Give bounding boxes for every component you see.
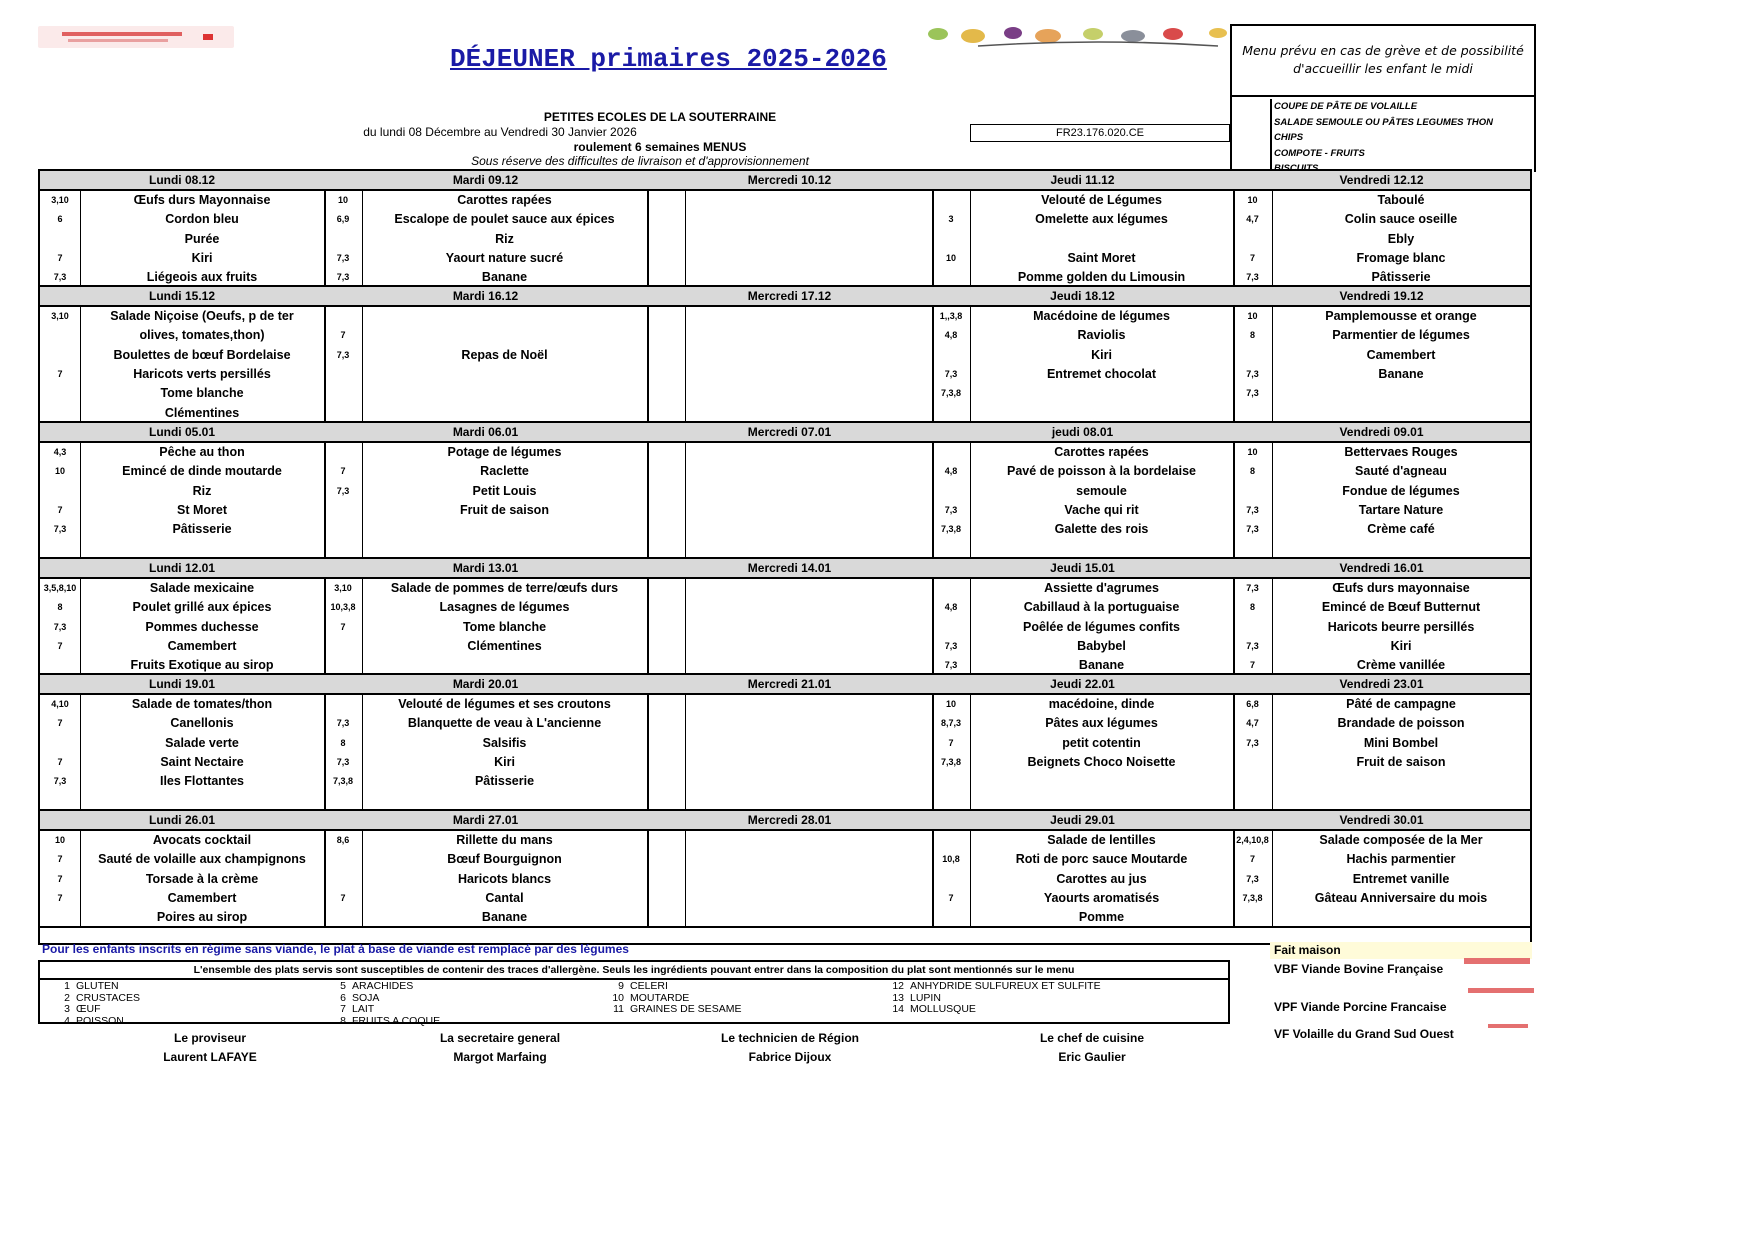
dish: Avocats cocktail: [152, 833, 252, 847]
dish: Poulet grillé aux épices: [132, 600, 272, 615]
allergen-codes: 10: [54, 466, 65, 477]
dish: Cabillaud à la portuguaise: [1023, 600, 1180, 615]
food-illustration: [918, 24, 1278, 48]
dish: Salsifis: [482, 735, 527, 750]
legend-vpf: VPF Viande Porcine Francaise: [1274, 1000, 1447, 1014]
dish: Emincé de dinde moutarde: [122, 464, 282, 479]
allergen-codes: 7,3: [336, 349, 350, 360]
dish: Assiette d'agrumes: [1044, 581, 1159, 595]
allergen-codes: 7: [57, 756, 63, 767]
allergen-codes: 2,4,10,8: [1236, 835, 1269, 845]
legend-homemade: Fait maison: [1274, 943, 1341, 957]
allergen-item: [880, 980, 1101, 992]
allergen-codes: 6,9: [336, 214, 350, 225]
dish: Banane: [481, 270, 528, 285]
allergen-codes: 7,3,8: [1242, 892, 1263, 903]
dish: Yaourt nature sucré: [445, 250, 564, 265]
dish: Tartare Nature: [1358, 502, 1444, 517]
dish: Brandade de poisson: [1337, 716, 1465, 731]
allergen-codes: 10,8: [942, 854, 960, 865]
dish: Parmentier de légumes: [1332, 328, 1470, 343]
day-label: Mardi 27.01: [452, 813, 519, 827]
dish: Galette des rois: [1054, 522, 1149, 537]
dish: Pâtisserie: [1371, 270, 1431, 285]
allergen-codes: 3,10: [51, 311, 69, 321]
allergen-codes: 7: [57, 368, 63, 379]
dish: Banane: [1078, 658, 1125, 673]
dish: Saint Moret: [1067, 250, 1136, 265]
day-label: Jeudi 29.01: [1050, 813, 1115, 827]
allergen-item: [600, 992, 689, 1004]
dish: Salade mexicaine: [149, 581, 255, 595]
dish: Tome blanche: [160, 386, 244, 401]
day-label: Mercredi 07.01: [747, 425, 832, 439]
allergen-number: 1: [64, 980, 70, 992]
page-title: DÉJEUNER primaires 2025-2026: [450, 44, 887, 74]
dish: Fruit de saison: [460, 502, 549, 517]
day-label: Mercredi 17.12: [747, 289, 832, 303]
dish: Rillette du mans: [456, 833, 553, 847]
strike-menu-item: CHIPS: [1274, 132, 1304, 143]
dish: Cantal: [485, 890, 524, 905]
allergen-codes: 4,8: [944, 466, 958, 477]
school-name: PETITES ECOLES DE LA SOUTERRAINE: [543, 110, 777, 124]
allergen-codes: 7: [1249, 252, 1255, 263]
allergen-codes: 8: [57, 602, 63, 613]
allergen-codes: 7,3: [1246, 368, 1259, 379]
allergen-codes: 7,3: [53, 524, 67, 535]
allergen-codes: 4,10: [51, 699, 69, 709]
legend-vbf: VBF Viande Bovine Française: [1274, 962, 1444, 976]
allergen-codes: 10: [1247, 195, 1258, 205]
dish: Salade de lentilles: [1047, 833, 1156, 847]
dish: Camembert: [1366, 347, 1436, 362]
strike-menu-item: COMPOTE - FRUITS: [1274, 147, 1365, 159]
allergen-name: LAIT: [352, 1003, 375, 1015]
allergen-number: 12: [892, 980, 904, 992]
dish: Petit Louis: [472, 483, 537, 498]
allergen-codes: 7,3,8: [940, 388, 962, 399]
dish: Œufs durs mayonnaise: [1332, 581, 1470, 595]
dish: Beignets Choco Noisette: [1027, 754, 1176, 769]
allergen-name: GRAINES DE SESAME: [630, 1003, 742, 1015]
day-label: Lundi 19.01: [148, 677, 216, 691]
dish: Velouté de légumes et ses croutons: [398, 697, 611, 711]
signature-role: Le proviseur: [173, 1031, 247, 1045]
day-label: Vendredi 12.12: [1339, 173, 1424, 187]
allergen-codes: 7,3: [1246, 737, 1259, 748]
allergen-table: [38, 960, 1230, 1027]
allergen-codes: 8: [340, 737, 346, 748]
dish: Vache qui rit: [1064, 502, 1139, 517]
allergen-codes: 10: [1247, 447, 1258, 457]
dish: Canellonis: [170, 716, 234, 731]
allergen-codes: 7: [57, 252, 63, 263]
dish: Raclette: [480, 464, 529, 479]
dish: Gâteau Anniversaire du mois: [1314, 890, 1488, 905]
allergen-codes: 10,3,8: [330, 602, 356, 613]
allergen-name: CELERI: [630, 980, 668, 992]
day-label: Jeudi 11.12: [1050, 173, 1115, 187]
allergen-item: [600, 1003, 741, 1015]
allergen-codes: 10: [945, 699, 956, 709]
dish: Pâtisserie: [172, 522, 232, 537]
dish: Salade de pommes de terre/œufs durs: [390, 581, 619, 595]
allergen-codes: 10: [337, 195, 348, 205]
dish: Boulettes de bœuf Bordelaise: [113, 347, 291, 362]
day-label: Lundi 26.01: [148, 813, 216, 827]
school-logo: [38, 26, 234, 48]
allergen-codes: 7: [1249, 854, 1255, 865]
dish: Clémentines: [164, 405, 240, 420]
allergen-name: ANHYDRIDE SULFUREUX ET SULFITE: [910, 980, 1101, 992]
allergen-codes: 4,8: [944, 602, 958, 613]
allergen-codes: 7,3: [1246, 272, 1259, 283]
dish: Sauté d'agneau: [1355, 464, 1447, 479]
dish: Pavé de poisson à la bordelaise: [1007, 464, 1196, 479]
allergen-number: 5: [340, 980, 346, 992]
allergen-codes: 3,5,8,10: [43, 583, 77, 593]
vpf-logo: [1468, 988, 1534, 993]
allergen-codes: 4,7: [1246, 718, 1259, 729]
allergen-codes: 7: [340, 466, 346, 477]
dish: Salade Niçoise (Oeufs, p de ter: [110, 309, 294, 323]
allergen-codes: 7,3: [944, 368, 958, 379]
allergen-number: 8: [340, 1014, 346, 1027]
supply-reserve-note: Sous réserve des difficultes de livraison et d'approvisionnement: [471, 154, 809, 168]
allergen-codes: 7,3: [1246, 388, 1259, 399]
dish: Œufs durs Mayonnaise: [133, 193, 271, 207]
allergen-item: [322, 980, 413, 992]
dish: Camembert: [167, 890, 237, 905]
allergen-name: ARACHIDES: [352, 980, 414, 992]
vbf-logo: [1464, 958, 1530, 964]
allergen-codes: 7,3: [944, 640, 958, 651]
allergen-codes: 4,7: [1246, 214, 1259, 225]
dish: Poires au sirop: [156, 910, 248, 925]
allergen-number: 9: [618, 980, 624, 992]
signature-name: Eric Gaulier: [1058, 1050, 1126, 1064]
menu-grid: [38, 169, 1532, 945]
allergen-number: 11: [613, 1003, 624, 1015]
allergen-codes: 8: [1249, 330, 1255, 341]
day-label: Jeudi 18.12: [1050, 289, 1115, 303]
dish: Velouté de Légumes: [1041, 193, 1162, 207]
allergen-item: [322, 1003, 374, 1015]
allergen-item: [46, 992, 140, 1004]
menu-bottom-divider: [40, 926, 1530, 928]
dish: olives, tomates,thon): [139, 328, 265, 343]
allergen-number: 4: [64, 1014, 70, 1027]
allergen-codes: 7: [948, 892, 954, 903]
dish: Entremet chocolat: [1046, 366, 1157, 381]
allergen-codes: 1,,3,8: [939, 311, 963, 321]
allergen-codes: 10: [945, 252, 956, 263]
dish: Pommes duchesse: [145, 619, 259, 634]
strike-menu-title: Menu prévu en cas de grève et de possibilité d'accueillir les enfant le midi: [1232, 26, 1534, 97]
signature-role: La secretaire general: [439, 1031, 561, 1045]
signature-role: Le chef de cuisine: [1039, 1031, 1145, 1045]
allergen-item: [880, 992, 941, 1004]
allergen-codes: 7,3,8: [940, 524, 962, 535]
allergen-name: SOJA: [352, 991, 380, 1004]
strike-menu-item: COUPE DE PÂTE DE VOLAILLE: [1274, 101, 1418, 112]
day-label: Mercredi 28.01: [747, 813, 832, 827]
allergen-codes: 7,3: [53, 776, 67, 787]
dish: Macédoine de légumes: [1033, 309, 1170, 323]
allergen-item: [46, 1015, 124, 1027]
dish: Yaourts aromatisés: [1043, 890, 1160, 905]
dish: Banane: [481, 910, 528, 925]
dish: Roti de porc sauce Moutarde: [1015, 852, 1188, 867]
strike-menu-list: [1274, 99, 1493, 177]
dish: Mini Bombel: [1363, 735, 1439, 750]
day-label: Vendredi 30.01: [1339, 813, 1424, 827]
allergen-name: ŒUF: [76, 1003, 101, 1015]
allergen-codes: 7,3: [944, 660, 958, 671]
allergen-codes: 7: [57, 640, 63, 651]
day-label: Vendredi 09.01: [1339, 425, 1424, 439]
dish: Entremet vanille: [1352, 871, 1450, 886]
allergen-codes: 7: [340, 892, 346, 903]
allergen-codes: 7,3: [53, 621, 67, 632]
dish: Lasagnes de légumes: [439, 600, 570, 615]
dish: Bœuf Bourguignon: [447, 852, 562, 867]
dish: Pâté de campagne: [1346, 697, 1456, 711]
rotation: roulement 6 semaines MENUS: [573, 140, 747, 154]
allergen-number: 2: [64, 991, 70, 1004]
dish: Ebly: [1387, 231, 1415, 246]
day-label: Mercredi 10.12: [747, 173, 832, 187]
allergen-codes: 7,3,8: [940, 756, 962, 767]
dish: Banane: [1378, 366, 1424, 381]
dish: macédoine, dinde: [1048, 697, 1155, 711]
dish: Carottes rapées: [457, 193, 552, 207]
allergen-codes: 7: [1249, 660, 1255, 671]
dish: Haricots beurre persillés: [1327, 619, 1475, 634]
dish: Fromage blanc: [1356, 250, 1446, 265]
allergen-codes: 7,3: [336, 272, 350, 283]
allergen-number: 13: [892, 991, 904, 1004]
allergen-name: POISSON: [76, 1014, 124, 1027]
dish: petit cotentin: [1062, 735, 1141, 750]
dish: Fruit de saison: [1356, 754, 1446, 769]
day-label: jeudi 08.01: [1051, 425, 1114, 439]
dish: Liégeois aux fruits: [146, 270, 258, 285]
allergen-codes: 7: [340, 621, 346, 632]
dish: Potage de légumes: [447, 445, 562, 459]
dish: Escalope de poulet sauce aux épices: [394, 212, 615, 227]
dish: Fruits Exotique au sirop: [130, 658, 274, 673]
allergen-number: 6: [340, 991, 346, 1004]
allergen-item: [322, 992, 379, 1004]
dish: Pomme golden du Limousin: [1017, 270, 1186, 285]
allergen-name: MOUTARDE: [630, 991, 690, 1004]
allergen-name: LUPIN: [910, 991, 941, 1004]
dish: Riz: [495, 231, 514, 246]
allergen-codes: 8,6: [336, 835, 350, 845]
dish: Hachis parmentier: [1346, 852, 1456, 867]
day-label: Mardi 09.12: [452, 173, 519, 187]
allergen-codes: 8: [1249, 466, 1255, 477]
legend-vf: VF Volaille du Grand Sud Ouest: [1274, 1027, 1454, 1041]
signature-role: Le technicien de Région: [720, 1031, 860, 1045]
day-label: Mercredi 21.01: [747, 677, 832, 691]
allergen-codes: 4,8: [944, 330, 958, 341]
allergen-number: 10: [612, 991, 624, 1004]
dish: Kiri: [1091, 347, 1112, 362]
dish: Clémentines: [467, 638, 542, 653]
dish: Salade verte: [165, 735, 239, 750]
day-label: Lundi 08.12: [148, 173, 216, 187]
day-label: Mercredi 14.01: [747, 561, 832, 575]
allergen-codes: 8: [1249, 602, 1255, 613]
allergen-codes: 3: [948, 214, 954, 225]
dish: Pamplemousse et orange: [1325, 309, 1477, 323]
allergen-codes: 7: [340, 330, 346, 341]
dish: Riz: [192, 483, 212, 498]
dish: Repas de Noël: [461, 347, 548, 362]
dish: Pêche au thon: [159, 445, 245, 459]
dish: Cordon bleu: [165, 212, 239, 227]
allergen-codes: 7,3: [1246, 504, 1259, 515]
dish: Sauté de volaille aux champignons: [98, 852, 306, 867]
allergen-name: CRUSTACES: [76, 991, 140, 1004]
dish: Omelette aux légumes: [1035, 212, 1168, 227]
dish: Emincé de Bœuf Butternut: [1321, 600, 1481, 615]
allergen-codes: 10: [54, 835, 65, 845]
allergen-codes: 6,8: [1246, 699, 1259, 709]
dish: Taboulé: [1377, 193, 1425, 207]
day-label: Jeudi 22.01: [1050, 677, 1115, 691]
dish: Kiri: [494, 754, 515, 769]
allergen-codes: 7: [57, 504, 63, 515]
allergen-item: [880, 1003, 976, 1015]
dish: Crème café: [1367, 522, 1435, 537]
dish: semoule: [1076, 483, 1127, 498]
allergen-codes: 7,3: [336, 718, 350, 729]
day-label: Mardi 16.12: [452, 289, 519, 303]
dish: Camembert: [167, 638, 237, 653]
allergen-codes: 7,3,8: [332, 776, 354, 787]
dish: Haricots verts persillés: [133, 366, 271, 381]
dish: Torsade à la crème: [145, 871, 259, 886]
signature-name: Laurent LAFAYE: [163, 1050, 257, 1064]
allergen-header: L'ensemble des plats servis sont susceptibles de contenir des traces d'allergène. Seuls les ingrédients pouvant entrer dans la composition du plat sont mentionnés sur le menu: [40, 962, 1228, 980]
dish: Raviolis: [1077, 328, 1126, 343]
fr-code: FR23.176.020.CE: [970, 124, 1230, 142]
allergen-codes: 7: [57, 718, 63, 729]
dish: Blanquette de veau à L'ancienne: [407, 716, 602, 731]
allergen-codes: 3,10: [51, 195, 69, 205]
allergen-codes: 7: [57, 892, 63, 903]
strike-menu-box: [1230, 24, 1536, 172]
signature-name: Margot Marfaing: [453, 1050, 547, 1064]
allergen-name: GLUTEN: [76, 980, 119, 992]
dish: Kiri: [1390, 638, 1412, 653]
allergen-codes: 10: [1247, 311, 1258, 321]
dish: Colin sauce oseille: [1344, 212, 1458, 227]
allergen-name: MOLLUSQUE: [910, 1003, 976, 1015]
dish: Pâtisserie: [474, 774, 535, 789]
allergen-item: [322, 1015, 440, 1027]
allergen-codes: 7: [57, 873, 63, 884]
dish: Poêlée de légumes confits: [1023, 619, 1180, 634]
dish: Babybel: [1077, 638, 1126, 653]
dish: Pâtes aux légumes: [1045, 716, 1158, 731]
no-meat-note: Pour les enfants inscrits en régime sans viande, le plat à base de viande est remplacé par des légumes: [42, 942, 629, 956]
day-label: Lundi 05.01: [148, 425, 216, 439]
allergen-codes: 7,3: [944, 504, 958, 515]
day-label: Jeudi 15.01: [1050, 561, 1115, 575]
allergen-number: 14: [892, 1003, 904, 1015]
allergen-codes: 3,10: [334, 583, 352, 593]
vf-logo: [1488, 1024, 1528, 1028]
allergen-item: [46, 980, 119, 992]
dish: Iles Flottantes: [159, 774, 245, 789]
dish: Kiri: [191, 250, 213, 265]
dish: Pomme: [1078, 910, 1125, 925]
allergen-codes: 7: [948, 737, 954, 748]
dish: Saint Nectaire: [160, 754, 244, 769]
day-label: Vendredi 23.01: [1339, 677, 1424, 691]
dish: Haricots blancs: [457, 871, 552, 886]
allergen-codes: 7,3: [336, 756, 350, 767]
dish: Carottes au jus: [1056, 871, 1147, 886]
allergen-codes: 7,3: [1246, 524, 1259, 535]
allergen-item: [600, 980, 668, 992]
day-label: Mardi 20.01: [452, 677, 519, 691]
allergen-codes: 7,3: [336, 252, 350, 263]
allergen-codes: 7,3: [336, 485, 350, 496]
allergen-codes: 7,3: [53, 272, 67, 283]
dish: Purée: [184, 231, 220, 246]
dish: Carottes rapées: [1054, 445, 1149, 459]
allergen-codes: 7: [57, 854, 63, 865]
day-label: Mardi 06.01: [452, 425, 519, 439]
allergen-codes: 7,3: [1246, 583, 1259, 593]
dish: Tome blanche: [462, 619, 547, 634]
allergen-number: 3: [64, 1003, 70, 1015]
signature-name: Fabrice Dijoux: [748, 1050, 832, 1064]
strike-menu-item: SALADE SEMOULE OU PÂTES LEGUMES THON: [1274, 116, 1494, 128]
allergen-codes: 7,3: [1246, 640, 1259, 651]
allergen-codes: 8,7,3: [940, 718, 962, 729]
dish: Crème vanillée: [1356, 658, 1446, 673]
dish: Bettervaes Rouges: [1344, 445, 1458, 459]
dish: Salade composée de la Mer: [1319, 833, 1483, 847]
day-label: Lundi 15.12: [148, 289, 216, 303]
day-label: Vendredi 16.01: [1339, 561, 1424, 575]
day-label: Lundi 12.01: [148, 561, 216, 575]
allergen-codes: 7,3: [1246, 873, 1259, 884]
period: du lundi 08 Décembre au Vendredi 30 Janvier 2026: [363, 125, 637, 139]
day-label: Vendredi 19.12: [1339, 289, 1424, 303]
allergen-number: 7: [340, 1003, 346, 1015]
dish: Salade de tomates/thon: [131, 697, 273, 711]
dish: Fondue de légumes: [1342, 483, 1460, 498]
allergen-codes: 4,3: [53, 447, 67, 457]
allergen-name: FRUITS A COQUE: [352, 1014, 441, 1027]
day-label: Mardi 13.01: [452, 561, 519, 575]
allergen-item: [46, 1003, 101, 1015]
allergen-codes: 6: [57, 214, 63, 225]
dish: St Moret: [177, 502, 227, 517]
